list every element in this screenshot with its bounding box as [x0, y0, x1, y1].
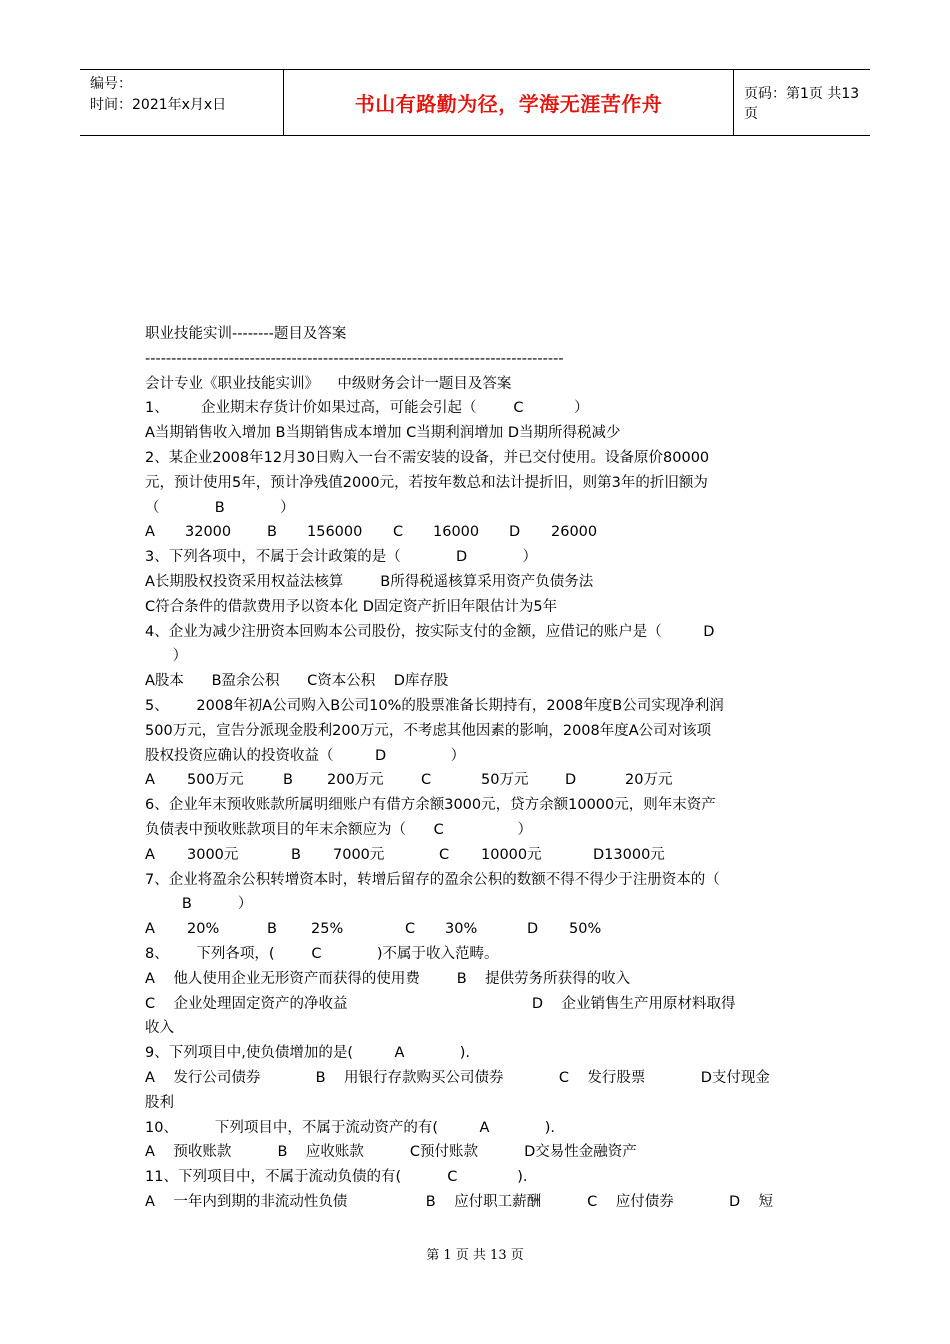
question-1-options: A当期销售收入增加 B当期销售成本增加 C当期利润增加 D当期所得税减少: [145, 425, 621, 442]
option-label: B: [267, 921, 277, 938]
option-value: 7000元: [333, 846, 385, 863]
time-label: 时间：2021年x月x日: [90, 97, 227, 113]
doc-subtitle: 会计专业《职业技能实训》 中级财务会计一题目及答案: [145, 375, 512, 392]
option-value: 500万元: [187, 772, 244, 789]
question-3: 3、下列各项中，不属于会计政策的是（ D ）: [145, 549, 538, 566]
question-5-line-2: 500万元，宣告分派现金股利200万元，不考虑其他因素的影响，2008年度A公司对该项: [145, 722, 712, 739]
question-2-line-3: （ B ）: [145, 499, 295, 516]
option-label: A: [145, 846, 155, 863]
question-5-line-1: 5、 2008年初A公司购入B公司10%的股票准备长期持有，2008年度B公司实现净利润: [145, 697, 724, 714]
option-value: 3000元: [187, 846, 239, 863]
question-9-options-1: A 发行公司债券 B 用银行存款购买公司债券 C 发行股票 D支付现金: [145, 1069, 770, 1086]
option-value: 20万元: [625, 772, 673, 789]
doc-title: 职业技能实训--------题目及答案: [145, 326, 347, 342]
question-9-options-2: 股利: [145, 1094, 174, 1111]
page-info: 页码：第1页 共13页: [744, 85, 860, 122]
option-label: C: [405, 921, 416, 938]
question-9: 9、下列项目中,使负债增加的是( A ).: [145, 1045, 470, 1062]
option-label: B: [291, 846, 301, 863]
question-2-line-1: 2、某企业2008年12月30日购入一台不需安装的设备，并已交付使用。设备原价80000: [145, 449, 710, 466]
question-8-options-3: 收入: [145, 1020, 174, 1037]
option-value: 26000: [551, 524, 598, 541]
question-5-line-3: 股权投资应确认的投资收益（ D ）: [145, 747, 466, 764]
header-meta: [80, 70, 283, 135]
option-value: 16000: [433, 524, 480, 541]
option-value: 25%: [311, 921, 344, 938]
option-value: 32000: [185, 524, 232, 541]
question-3-options-2: C符合条件的借款费用予以资本化 D固定资产折旧年限估计为5年: [145, 598, 558, 615]
option-label: C: [421, 772, 432, 789]
question-2-options: [145, 520, 810, 545]
question-4-options: A股本 B盈余公积 C资本公积 D库存股: [145, 673, 449, 690]
question-6-options: [145, 843, 810, 868]
option-label: D: [509, 524, 521, 541]
option-label: C: [439, 846, 450, 863]
question-6-line-1: 6、企业年末预收账款所属明细账户有借方余额3000元，贷方余额10000元，则年末资产: [145, 797, 716, 814]
option-label: B: [283, 772, 293, 789]
question-8: 8、 下列各项，( C )不属于收入范畴。: [145, 945, 499, 962]
option-value: 50万元: [481, 772, 529, 789]
option-value: 156000: [307, 524, 363, 541]
question-11-options: A 一年内到期的非流动性负债 B 应付职工薪酬 C 应付债券 D 短: [145, 1193, 774, 1210]
question-1: 1、 企业期末存货计价如果过高，可能会引起（ C ）: [145, 400, 589, 417]
option-label: D: [565, 772, 577, 789]
question-7-options: [145, 917, 810, 942]
question-4-line-2: ）: [145, 648, 188, 665]
option-value: 20%: [187, 921, 220, 938]
option-value: 30%: [445, 921, 478, 938]
header-page-cell: [734, 70, 870, 135]
question-6-line-2: 负债表中预收账款项目的年末余额应为（ C ）: [145, 821, 533, 838]
divider-line: --------------------------------------------------------------------------------: [145, 350, 564, 367]
option-label: D: [527, 921, 539, 938]
question-8-options-2: C 企业处理固定资产的净收益 D 企业销售生产用原材料取得: [145, 995, 736, 1012]
question-5-options: [145, 768, 810, 793]
question-10-options: A 预收账款 B 应收账款 C预付账款 D交易性金融资产: [145, 1144, 637, 1161]
header-table: [80, 69, 870, 136]
question-11: 11、下列项目中，不属于流动负债的有( C ).: [145, 1169, 528, 1186]
page-footer: 第 1 页 共 13 页: [426, 1248, 524, 1263]
question-3-options-1: A长期股权投资采用权益法核算 B所得税遥核算采用资产负债务法: [145, 573, 594, 590]
question-7-line-2: B ）: [145, 896, 253, 913]
document-body: [145, 322, 810, 1215]
option-value: D13000元: [593, 846, 665, 863]
option-value: 200万元: [327, 772, 384, 789]
option-label: A: [145, 921, 155, 938]
question-7-line-1: 7、企业将盈余公积转增资本时，转增后留存的盈余公积的数额不得不得少于注册资本的（: [145, 871, 720, 888]
option-value: 10000元: [481, 846, 542, 863]
option-label: C: [393, 524, 404, 541]
question-4-line-1: 4、企业为减少注册资本回购本公司股份，按实际支付的金额，应借记的账户是（ D: [145, 623, 715, 640]
option-label: A: [145, 772, 155, 789]
question-10: 10、 下列项目中，不属于流动资产的有( A ).: [145, 1119, 555, 1136]
question-2-line-2: 元，预计使用5年，预计净残值2000元，若按年数总和法计提折旧，则第3年的折旧额为: [145, 474, 708, 491]
option-label: A: [145, 524, 155, 541]
motto-text: 书山有路勤为径，学海无涯苦作舟: [354, 92, 663, 116]
number-label: 编号：: [90, 76, 132, 92]
header-motto-cell: [283, 70, 734, 135]
option-label: B: [267, 524, 277, 541]
option-value: 50%: [569, 921, 602, 938]
question-8-options-1: A 他人使用企业无形资产而获得的使用费 B 提供劳务所获得的收入: [145, 970, 631, 987]
